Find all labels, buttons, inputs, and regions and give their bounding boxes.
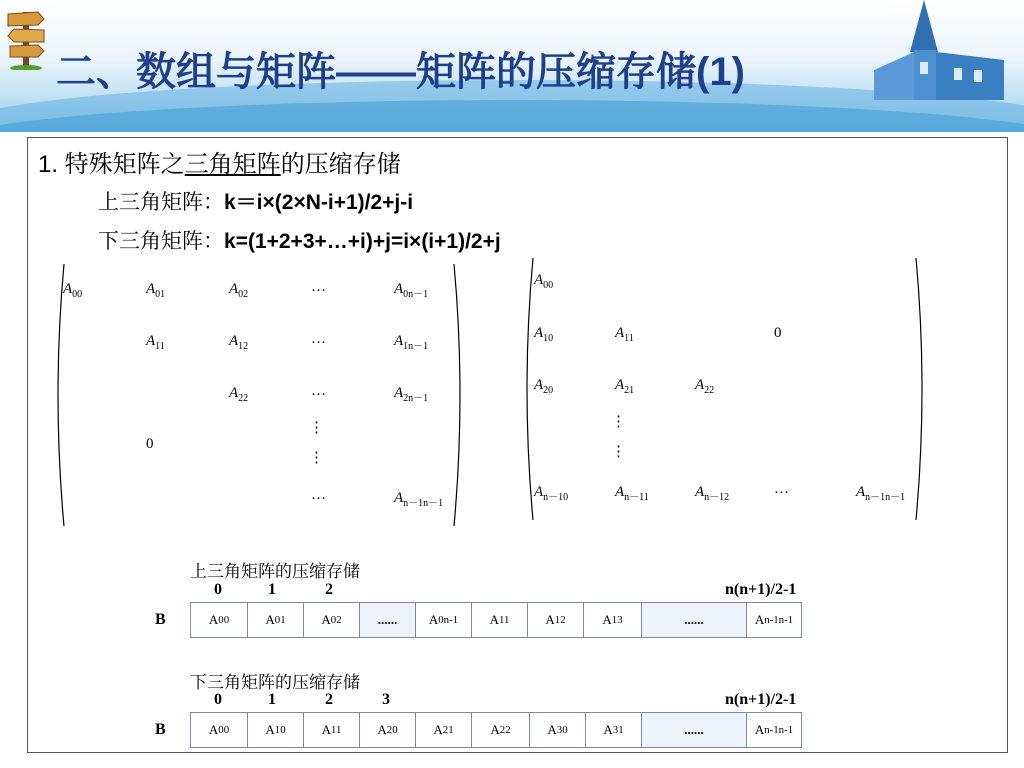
heading-underlined: 三角矩阵: [184, 151, 281, 178]
array-cell: A 30: [529, 712, 585, 748]
matrix-zero: 0: [774, 325, 782, 341]
matrix-element: $A_{01}$: [146, 281, 166, 300]
array-cell: A 00: [190, 602, 247, 638]
array-cell: A 13: [583, 602, 641, 638]
array-cell: A 22: [471, 712, 529, 748]
array-last-index: n(n+1)/2-1: [725, 581, 797, 598]
array-index: 0: [214, 691, 222, 708]
matrix-hdots: …: [311, 487, 326, 503]
matrix-element: $A_{0n-1}$: [394, 281, 429, 300]
heading-suffix: 的压缩存储: [280, 151, 401, 178]
array-label: B: [155, 721, 166, 738]
matrix-zero: 0: [146, 436, 154, 452]
matrix-element: $A_{n-10}$: [534, 484, 569, 503]
matrix-element: $A_{11}$: [615, 325, 634, 344]
array-index: 3: [382, 691, 390, 708]
array-cell: A 0n-1: [415, 602, 471, 638]
lower-matrix-right-paren: [914, 256, 930, 522]
array-cell: A 20: [359, 712, 415, 748]
matrix-element: $A_{n-1n-1}$: [394, 490, 444, 509]
array-cell: A 01: [247, 602, 303, 638]
matrix-element: $A_{00}$: [63, 281, 83, 300]
array-cell: A 12: [527, 602, 583, 638]
array-index: 2: [325, 581, 333, 598]
array-cell-ellipsis: ......: [641, 712, 746, 748]
matrix-element: $A_{1n-1}$: [394, 333, 429, 352]
array-index: 2: [325, 691, 333, 708]
array-index: 1: [268, 581, 276, 598]
matrix-hdots: …: [774, 481, 789, 497]
array-cell: A 11: [471, 602, 527, 638]
array-cell: A 11: [303, 712, 359, 748]
array-index: 0: [214, 581, 222, 598]
matrix-element: $A_{22}$: [229, 385, 249, 404]
matrix-vdots: ⋮: [611, 444, 626, 460]
matrix-element: $A_{10}$: [534, 325, 554, 344]
lower-storage-array: [190, 712, 802, 748]
upper-matrix-right-paren: [452, 262, 468, 528]
array-cell: A n-1n-1: [746, 602, 802, 638]
array-cell: A 10: [247, 712, 303, 748]
lower-matrix-left-paren: [519, 256, 535, 522]
array-cell: A n-1n-1: [746, 712, 802, 748]
matrix-element: $A_{n-12}$: [695, 484, 730, 503]
matrix-vdots: ⋮: [309, 450, 324, 466]
array-cell: A 21: [415, 712, 471, 748]
array-last-index: n(n+1)/2-1: [725, 691, 797, 708]
array-cell-ellipsis: ......: [641, 602, 746, 638]
upper-formula: k＝i×(2×N-i+1)/2+j-i: [224, 191, 414, 214]
matrix-vdots: ⋮: [309, 420, 324, 436]
matrix-hdots: …: [311, 383, 326, 399]
matrix-element: $A_{00}$: [534, 272, 554, 291]
array-index: 1: [268, 691, 276, 708]
upper-formula-line: [98, 186, 413, 216]
array-cell: A 02: [303, 602, 359, 638]
upper-matrix-left-paren: [50, 262, 66, 528]
upper-formula-label: 上三角矩阵：: [98, 191, 224, 214]
upper-storage-caption: 上三角矩阵的压缩存储: [190, 562, 360, 581]
page-title: 二、数组与矩阵——矩阵的压缩存储(1): [56, 50, 745, 94]
matrix-element: $A_{n-1n-1}$: [856, 484, 906, 503]
lower-formula: k=(1+2+3+…+i)+j=i×(i+1)/2+j: [224, 230, 501, 253]
matrix-element: $A_{21}$: [615, 377, 635, 396]
heading-prefix: 1. 特殊矩阵之: [38, 151, 185, 178]
church-illustration: [814, 0, 1024, 110]
lower-formula-label: 下三角矩阵：: [98, 230, 224, 253]
array-cell: A 31: [585, 712, 641, 748]
upper-storage-array: [190, 602, 802, 638]
array-cell-ellipsis: ......: [359, 602, 415, 638]
matrix-element: $A_{2n-1}$: [394, 385, 429, 404]
array-label: B: [155, 611, 166, 628]
matrix-element: $A_{20}$: [534, 377, 554, 396]
lower-storage-caption: 下三角矩阵的压缩存储: [190, 673, 360, 692]
matrix-element: $A_{22}$: [695, 377, 715, 396]
matrix-element: $A_{11}$: [146, 333, 165, 352]
signpost-icon: [4, 4, 48, 70]
matrix-element: $A_{n-11}$: [615, 484, 649, 503]
section-heading: [38, 144, 401, 179]
array-cell: A 00: [190, 712, 247, 748]
matrix-hdots: …: [311, 331, 326, 347]
matrix-vdots: ⋮: [611, 414, 626, 430]
matrix-element: $A_{12}$: [229, 333, 249, 352]
matrix-hdots: …: [311, 279, 326, 295]
matrix-element: $A_{02}$: [229, 281, 249, 300]
lower-formula-line: [98, 225, 501, 255]
